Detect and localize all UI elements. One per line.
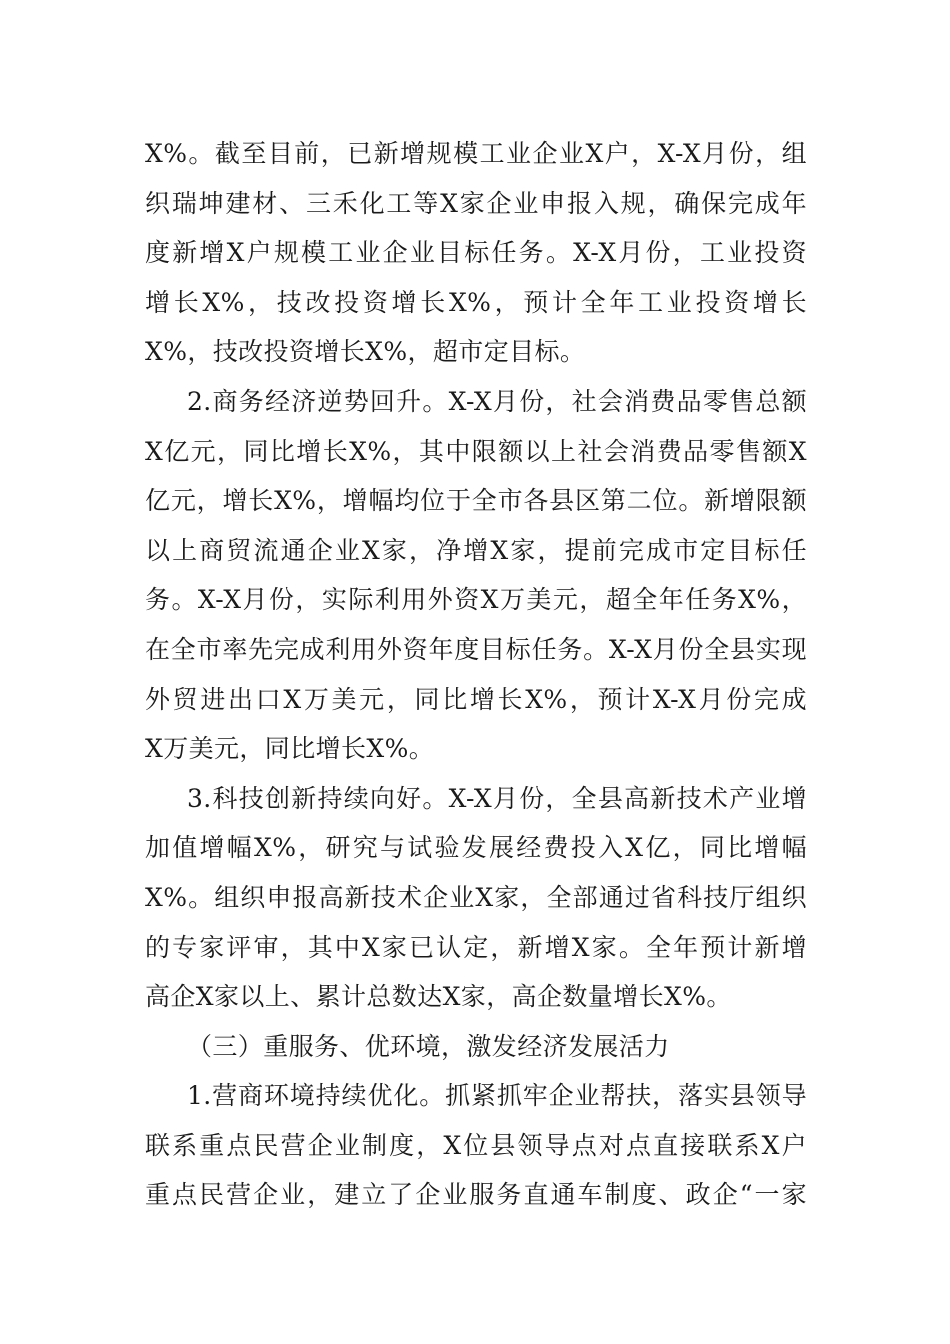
text-line: 联系重点民营企业制度，X位县领导点对点直接联系X户 — [145, 1130, 807, 1160]
text-line: X万美元，同比增长X%。 — [145, 734, 435, 764]
paragraph-start-line: 3.科技创新持续向好。X-X月份，全县高新技术产业增 — [187, 783, 807, 813]
text-line: X%，技改投资增长X%，超市定目标。 — [145, 337, 586, 367]
section-heading: （三）重服务、优环境，激发经济发展活力 — [187, 1031, 670, 1061]
paragraph-start-line: 2.商务经济逆势回升。X-X月份，社会消费品零售总额 — [187, 386, 807, 416]
text-line: 度新增X户规模工业企业目标任务。X-X月份，工业投资 — [145, 238, 807, 268]
text-line: X%。组织申报高新技术企业X家，全部通过省科技厅组织 — [145, 882, 807, 912]
text-line: 务。X-X月份，实际利用外资X万美元，超全年任务X%， — [145, 585, 807, 615]
text-line: 亿元，增长X%，增幅均位于全市各县区第二位。新增限额 — [145, 486, 807, 516]
text-line: 外贸进出口X万美元，同比增长X%，预计X-X月份完成 — [145, 684, 807, 714]
paragraph-start-line: 1.营商环境持续优化。抓紧抓牢企业帮扶，落实县领导 — [187, 1081, 807, 1111]
text-line: 增长X%，技改投资增长X%，预计全年工业投资增长 — [145, 287, 807, 317]
text-line: 的专家评审，其中X家已认定，新增X家。全年预计新增 — [145, 932, 807, 962]
body-text — [145, 129, 807, 1220]
text-line: 加值增幅X%，研究与试验发展经费投入X亿，同比增幅 — [145, 833, 807, 863]
text-line: X%。截至目前，已新增规模工业企业X户，X-X月份，组 — [145, 139, 807, 168]
text-line: 在全市率先完成利用外资年度目标任务。X-X月份全县实现 — [145, 634, 807, 664]
text-line: X亿元，同比增长X%，其中限额以上社会消费品零售额X — [145, 436, 807, 466]
text-line: 重点民营企业，建立了企业服务直通车制度、政企“一家 — [145, 1180, 807, 1210]
text-line: 以上商贸流通企业X家，净增X家，提前完成市定目标任 — [145, 535, 807, 565]
text-line: 高企X家以上、累计总数达X家，高企数量增长X%。 — [145, 982, 732, 1012]
text-line: 织瑞坤建材、三禾化工等X家企业申报入规，确保完成年 — [145, 188, 807, 218]
